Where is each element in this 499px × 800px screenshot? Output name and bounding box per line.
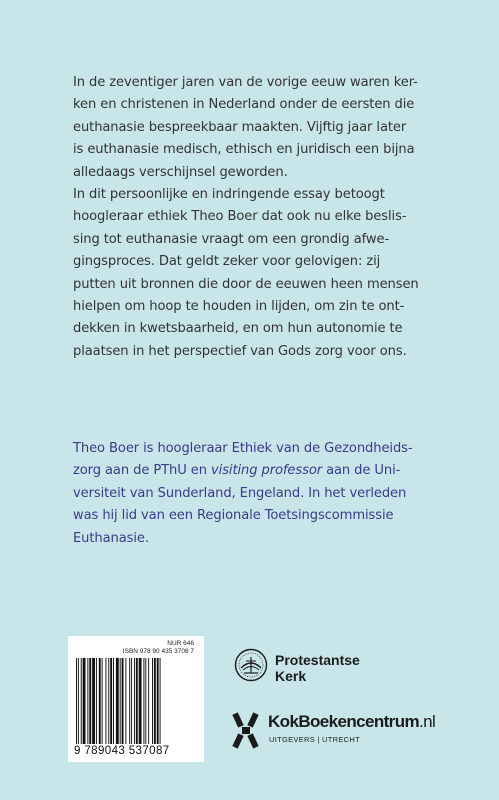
- text-line: is euthanasie medisch, ethisch en juridisch een bijna: [73, 142, 415, 158]
- barcode-bar: [76, 658, 77, 744]
- kokboekencentrum-name: [268, 712, 435, 732]
- barcode-bar: [152, 658, 153, 744]
- text-line: euthanasie bespreekbaar maakten. Vijftig jaar later: [73, 119, 407, 135]
- bio-line: [73, 460, 433, 482]
- barcode-bar: [96, 658, 97, 744]
- text-line: ken en christenen in Nederland onder de eersten die: [73, 97, 415, 113]
- barcode-bar: [110, 658, 112, 744]
- author-bio: [73, 438, 433, 550]
- barcode-bar: [122, 658, 124, 744]
- nur-code: NUR 646: [167, 640, 194, 647]
- blurb-paragraph-1: [73, 72, 433, 184]
- blurb-text: [73, 72, 433, 363]
- isbn-barcode: [68, 636, 204, 762]
- barcode-bar: [113, 658, 114, 744]
- barcode-bar: [78, 658, 79, 744]
- protestantse-kerk-name: [275, 652, 360, 684]
- pk-line-1: Protestantse: [275, 652, 360, 668]
- text-line: hielpen om hoop te houden in lijden, om zin te ont-: [73, 299, 405, 315]
- barcode-bar: [160, 658, 161, 744]
- protestantse-kerk-seal-icon: [234, 648, 268, 682]
- kb-name-text: KokBoekencentrum: [268, 712, 419, 731]
- barcode-bar: [136, 658, 138, 744]
- bio-italic-phrase: visiting professor: [211, 463, 323, 479]
- barcode-bar: [143, 658, 144, 744]
- bio-line: was hij lid van een Regionale Toetsingscommissie: [73, 508, 394, 524]
- barcode-bar: [87, 658, 88, 744]
- text-line: putten uit bronnen die door de eeuwen heen mensen: [73, 276, 419, 292]
- barcode-bar: [89, 658, 91, 744]
- barcode-bar: [148, 658, 149, 744]
- text-line: gingsproces. Dat geldt zeker voor gelovigen: zij: [73, 254, 381, 270]
- barcode-bar: [125, 658, 126, 744]
- bio-line-2-start: zorg aan de PThU en: [73, 463, 212, 479]
- barcode-bar: [131, 658, 132, 744]
- barcode-bar: [108, 658, 109, 744]
- barcode-bar: [99, 658, 101, 744]
- isbn-number: ISBN 978 90 435 3708 7: [122, 648, 194, 655]
- bio-line: Theo Boer is hoogleraar Ethiek van de Gezondheids-: [73, 441, 413, 456]
- barcode-bar: [134, 658, 135, 744]
- barcode-bar: [120, 658, 121, 744]
- text-line: plaatsen in het perspectief van Gods zorg voor ons.: [73, 343, 407, 359]
- barcode-bar: [154, 658, 156, 744]
- text-line: hoogleraar ethiek Theo Boer dat ook nu elke beslis-: [73, 209, 407, 225]
- barcode-bar: [102, 658, 103, 744]
- barcode-bar: [145, 658, 146, 744]
- bio-line-2-end: aan de Uni-: [322, 463, 401, 479]
- barcode-bar: [92, 658, 95, 744]
- kb-tld: .nl: [419, 712, 436, 731]
- barcode-bar: [81, 658, 82, 744]
- barcode-bar: [116, 658, 119, 744]
- barcode-bars: [74, 658, 198, 744]
- text-line: dekken in kwetsbaarheid, en om hun autonomie te: [73, 321, 403, 337]
- barcode-bar: [139, 658, 142, 744]
- bio-line: Euthanasie.: [73, 530, 149, 546]
- text-line: alledaags verschijnsel geworden.: [73, 164, 288, 180]
- text-line: In de zeventiger jaren van de vorige eeuw waren ker-: [73, 75, 418, 90]
- barcode-digits: 9 789043 537087: [74, 745, 170, 757]
- kb-subtitle: UITGEVERS | UTRECHT: [269, 735, 360, 744]
- barcode-bar: [105, 658, 106, 744]
- bio-line: versiteit van Sunderland, Engeland. In het verleden: [73, 485, 407, 501]
- text-line: In dit persoonlijke en indringende essay betoogt: [73, 187, 385, 203]
- barcode-bar: [83, 658, 86, 744]
- kokboekencentrum-mark-icon: [232, 712, 262, 750]
- text-line: sing tot euthanasie vraagt om een grondig afwe-: [73, 231, 390, 247]
- pk-line-2: Kerk: [275, 668, 307, 684]
- barcode-bar: [157, 658, 159, 744]
- barcode-bar: [129, 658, 130, 744]
- blurb-paragraph-2: [73, 184, 433, 363]
